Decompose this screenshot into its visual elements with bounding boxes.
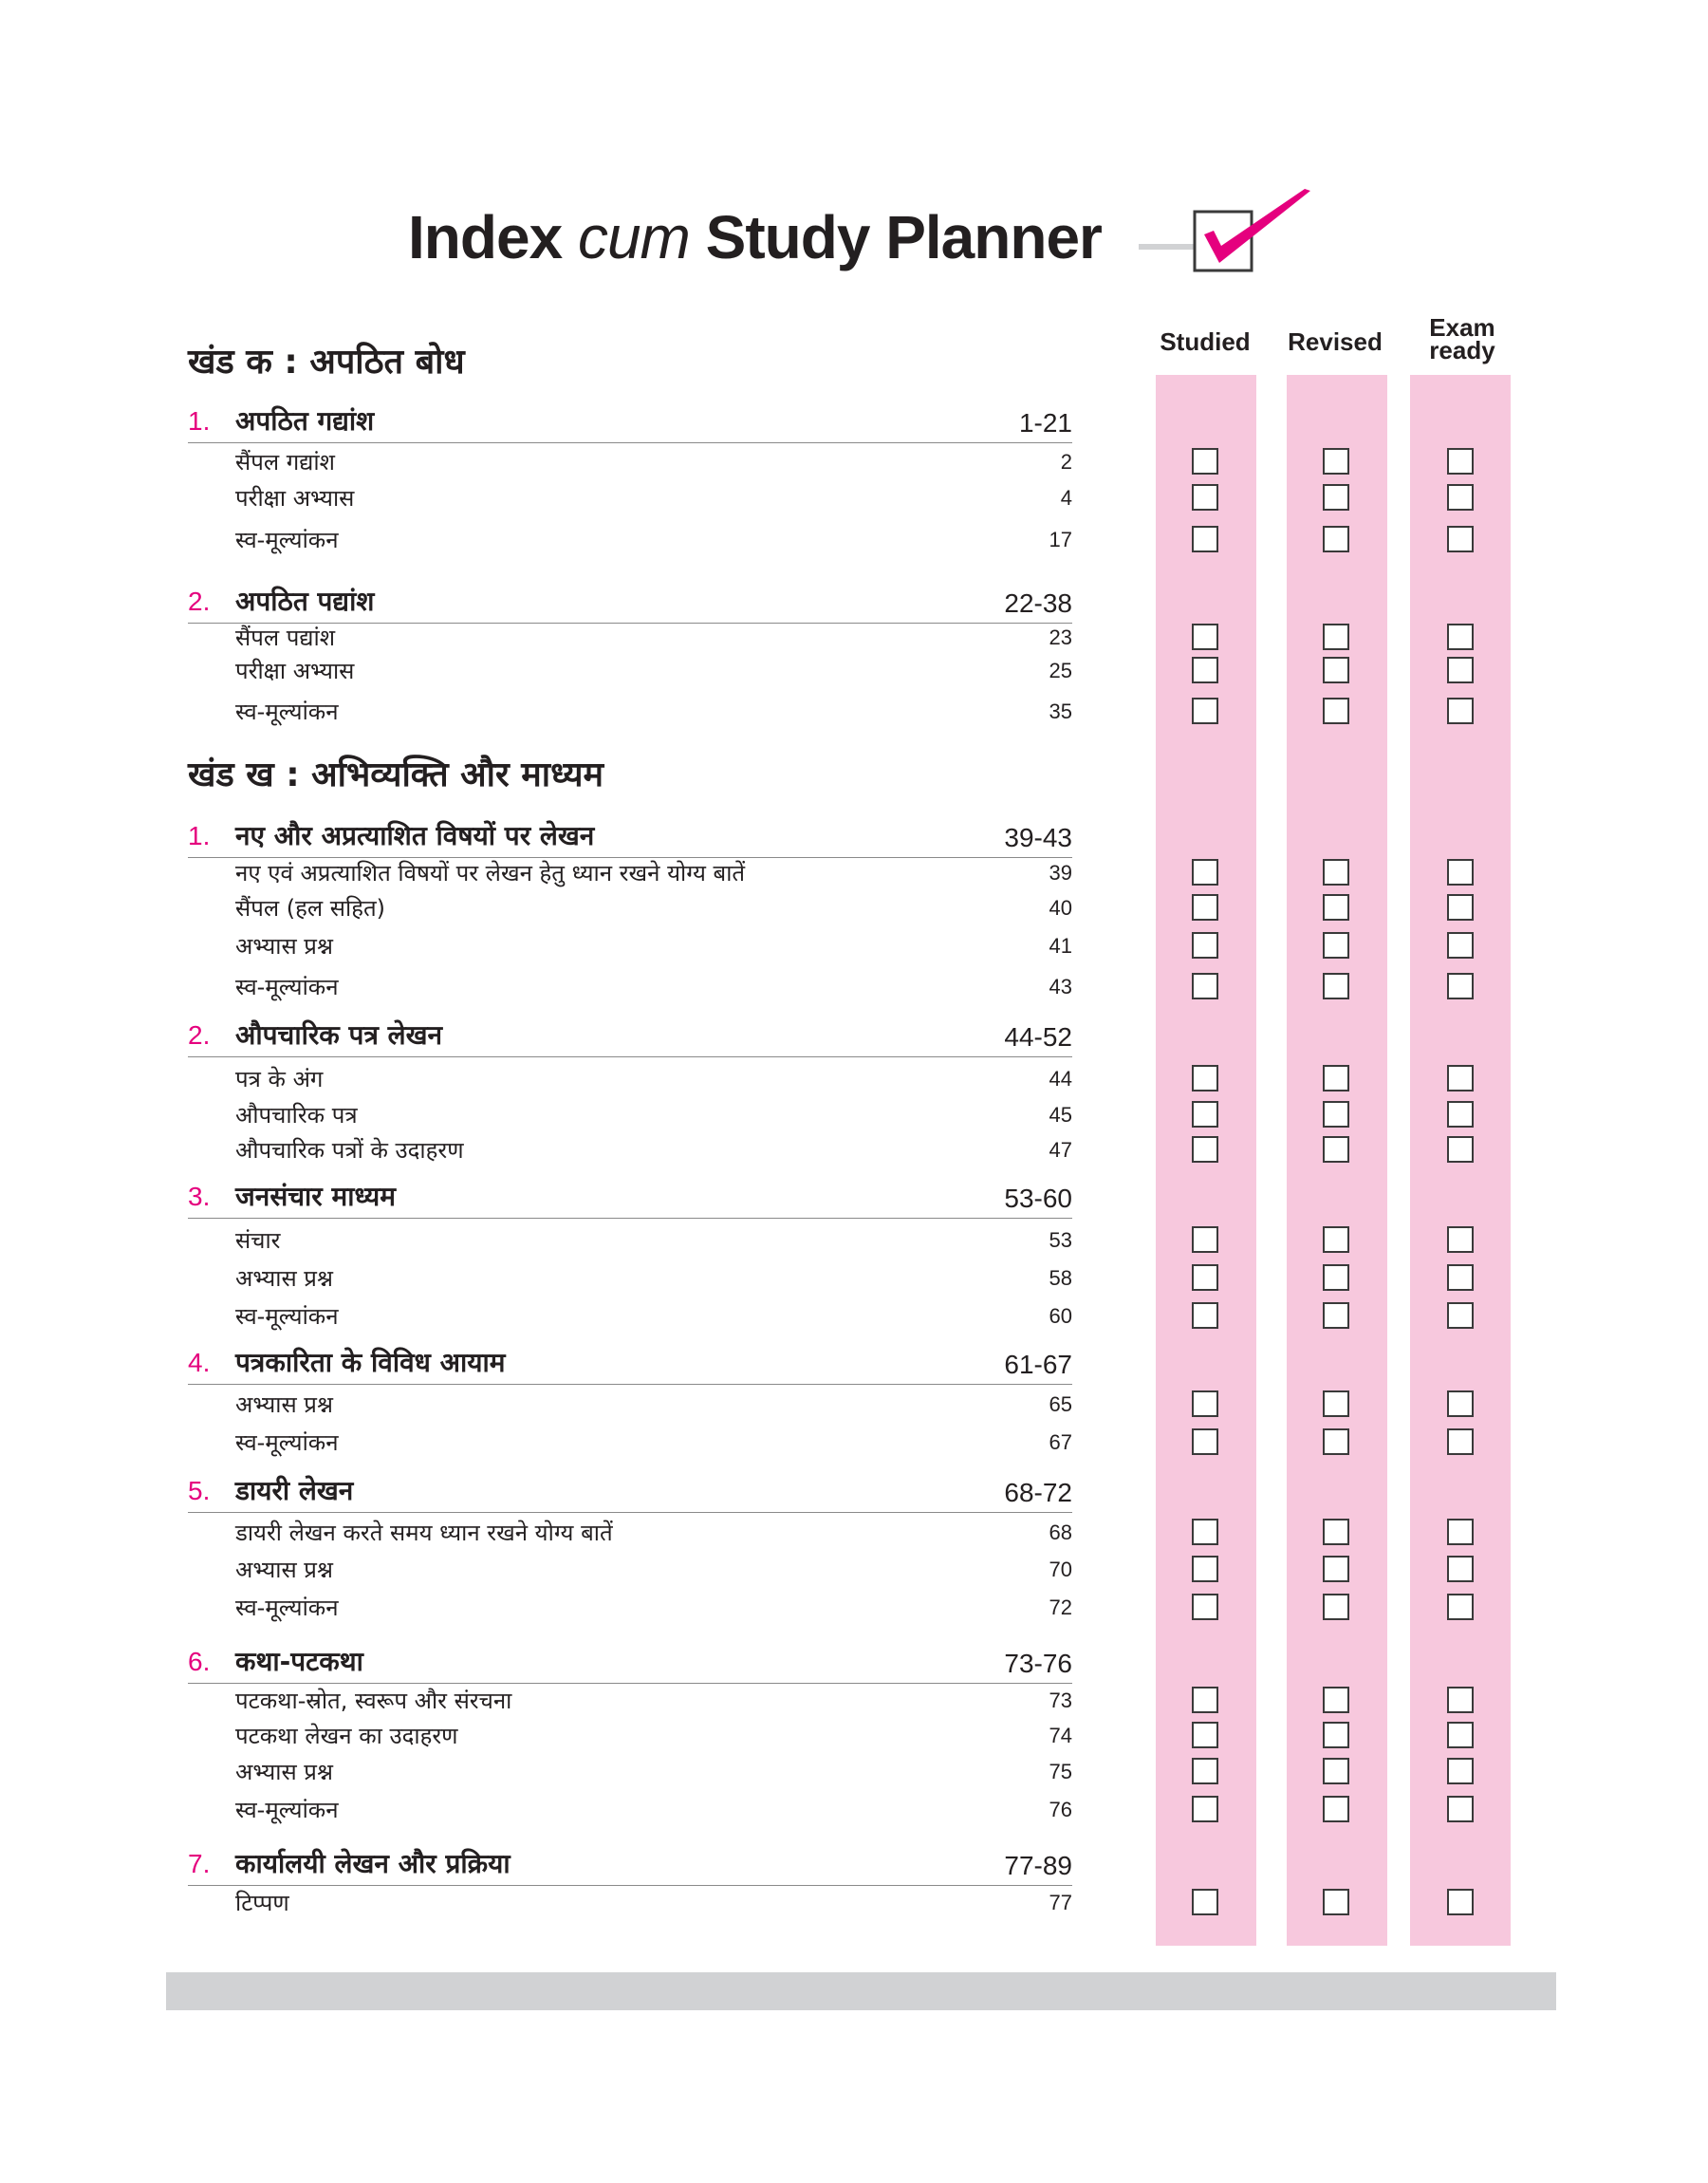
chapter-row (188, 812, 1072, 858)
checkmark-icon (1191, 185, 1314, 280)
checkbox-exam-ready[interactable] (1447, 1065, 1474, 1092)
topic-title: स्व-मूल्यांकन (235, 1797, 339, 1823)
chapter-row (188, 1839, 1072, 1886)
checkbox-revised[interactable] (1323, 1758, 1349, 1784)
chapter-number: 5. (188, 1476, 211, 1505)
topic-title: सैंपल पद्यांश (235, 625, 336, 651)
column-header-exam-ready: Exam ready (1429, 313, 1495, 364)
topic-page-number: 39 (1049, 861, 1072, 885)
checkbox-exam-ready[interactable] (1447, 1722, 1474, 1748)
checkbox-studied[interactable] (1192, 1889, 1218, 1915)
chapter-page-range: 73-76 (1004, 1649, 1072, 1678)
topic-title: पत्र के अंग (235, 1066, 324, 1092)
checkbox-exam-ready[interactable] (1447, 698, 1474, 724)
topic-title: अभ्यास प्रश्न (235, 1265, 333, 1292)
checkbox-exam-ready[interactable] (1447, 448, 1474, 475)
chapter-title: जनसंचार माध्यम (235, 1181, 396, 1212)
topic-row (235, 446, 1072, 478)
topic-page-number: 43 (1049, 975, 1072, 998)
checkbox-revised[interactable] (1323, 1594, 1349, 1620)
topic-title: स्व-मूल्यांकन (235, 1595, 339, 1621)
checkbox-revised[interactable] (1323, 1390, 1349, 1417)
topic-title: संचार (235, 1227, 281, 1254)
topic-row (235, 1887, 1072, 1919)
topic-page-number: 74 (1049, 1724, 1072, 1747)
topic-title: पटकथा-स्रोत, स्वरूप और संरचना (235, 1688, 512, 1714)
checkbox-revised[interactable] (1323, 698, 1349, 724)
topic-title: स्व-मूल्यांकन (235, 974, 339, 1000)
topic-page-number: 25 (1049, 659, 1072, 682)
topic-title: औपचारिक पत्र (235, 1102, 358, 1129)
checkbox-revised[interactable] (1323, 1302, 1349, 1329)
checkbox-studied[interactable] (1192, 1226, 1218, 1253)
checkbox-studied[interactable] (1192, 1556, 1218, 1582)
topic-title: अभ्यास प्रश्न (235, 1759, 333, 1785)
topic-title: स्व-मूल्यांकन (235, 1303, 339, 1330)
topic-page-number: 58 (1049, 1266, 1072, 1290)
chapter-row (188, 1637, 1072, 1684)
topic-title: स्व-मूल्यांकन (235, 527, 339, 553)
chapter-page-range: 22-38 (1004, 588, 1072, 618)
topic-title: डायरी लेखन करते समय ध्यान रखने योग्य बातें (235, 1520, 613, 1546)
topic-page-number: 17 (1049, 528, 1072, 551)
checkbox-revised[interactable] (1323, 484, 1349, 511)
title-part-study-planner: Study Planner (689, 203, 1102, 271)
topic-title: अभ्यास प्रश्न (235, 933, 333, 960)
page-title (408, 190, 1102, 285)
topic-page-number: 65 (1049, 1392, 1072, 1416)
chapter-title: नए और अप्रत्याशित विषयों पर लेखन (235, 820, 595, 851)
topic-row (235, 1554, 1072, 1586)
topic-page-number: 75 (1049, 1760, 1072, 1783)
checkbox-exam-ready[interactable] (1447, 1428, 1474, 1455)
topic-page-number: 41 (1049, 934, 1072, 958)
topic-page-number: 47 (1049, 1138, 1072, 1162)
checkbox-revised[interactable] (1323, 1226, 1349, 1253)
topic-row (235, 892, 1072, 924)
topic-page-number: 23 (1049, 625, 1072, 649)
topic-title: टिप्पण (235, 1890, 289, 1916)
checkbox-revised[interactable] (1323, 448, 1349, 475)
topic-row (235, 1427, 1072, 1459)
checkbox-studied[interactable] (1192, 698, 1218, 724)
checkbox-exam-ready[interactable] (1447, 624, 1474, 650)
topic-row (235, 1224, 1072, 1257)
checkbox-revised[interactable] (1323, 624, 1349, 650)
topic-page-number: 72 (1049, 1595, 1072, 1619)
topic-title: पटकथा लेखन का उदाहरण (235, 1723, 458, 1749)
topic-page-number: 40 (1049, 896, 1072, 920)
topic-row (235, 622, 1072, 654)
chapter-row (188, 1172, 1072, 1219)
checkbox-revised[interactable] (1323, 1428, 1349, 1455)
checkbox-revised[interactable] (1323, 1556, 1349, 1582)
checkbox-revised[interactable] (1323, 1065, 1349, 1092)
topic-title: नए एवं अप्रत्याशित विषयों पर लेखन हेतु ध्यान रखने योग्य बातें (235, 860, 746, 886)
topic-row (235, 1685, 1072, 1717)
topic-row (235, 1300, 1072, 1333)
topic-row (235, 1720, 1072, 1752)
checkbox-revised[interactable] (1323, 1264, 1349, 1291)
chapter-number: 4. (188, 1348, 211, 1377)
checkbox-exam-ready[interactable] (1447, 484, 1474, 511)
topic-title: औपचारिक पत्रों के उदाहरण (235, 1137, 464, 1164)
topic-row (235, 1756, 1072, 1788)
chapter-number: 3. (188, 1182, 211, 1211)
section-heading: खंड ख : अभिव्यक्ति और माध्यम (188, 756, 604, 794)
page-title-text (408, 202, 1102, 272)
checkbox-studied[interactable] (1192, 1264, 1218, 1291)
checkbox-exam-ready[interactable] (1447, 1556, 1474, 1582)
topic-row (235, 971, 1072, 1003)
topic-row (235, 1063, 1072, 1095)
checkbox-studied[interactable] (1192, 526, 1218, 552)
checkbox-exam-ready[interactable] (1447, 1758, 1474, 1784)
chapter-page-range: 1-21 (1018, 408, 1072, 438)
checkbox-exam-ready[interactable] (1447, 1519, 1474, 1545)
topic-page-number: 77 (1049, 1891, 1072, 1914)
topic-page-number: 35 (1049, 700, 1072, 723)
checkbox-revised[interactable] (1323, 973, 1349, 999)
topic-row (235, 524, 1072, 556)
checkbox-exam-ready[interactable] (1447, 657, 1474, 683)
topic-row (235, 857, 1072, 889)
topic-page-number: 45 (1049, 1103, 1072, 1127)
checkbox-studied[interactable] (1192, 894, 1218, 921)
checkbox-exam-ready[interactable] (1447, 1889, 1474, 1915)
title-part-index: Index (408, 203, 578, 271)
topic-title: सैंपल (हल सहित) (235, 895, 385, 922)
checkbox-exam-ready[interactable] (1447, 1594, 1474, 1620)
checkbox-studied[interactable] (1192, 1758, 1218, 1784)
footer-bar (166, 1972, 1556, 2010)
title-part-cum: cum (577, 203, 690, 271)
checkbox-studied[interactable] (1192, 859, 1218, 886)
chapter-page-range: 39-43 (1004, 823, 1072, 852)
checkbox-studied[interactable] (1192, 1136, 1218, 1163)
checkbox-exam-ready[interactable] (1447, 1390, 1474, 1417)
topic-title: परीक्षा अभ्यास (235, 658, 355, 684)
chapter-page-range: 77-89 (1004, 1851, 1072, 1880)
chapter-title: अपठित पद्यांश (235, 586, 375, 617)
checkbox-studied[interactable] (1192, 932, 1218, 959)
topic-title: परीक्षा अभ्यास (235, 485, 355, 512)
chapter-page-range: 61-67 (1004, 1350, 1072, 1379)
topic-title: स्व-मूल्यांकन (235, 1429, 339, 1456)
topic-row (235, 1517, 1072, 1549)
checkbox-exam-ready[interactable] (1447, 1796, 1474, 1822)
chapter-title: औपचारिक पत्र लेखन (235, 1019, 443, 1051)
topic-page-number: 76 (1049, 1798, 1072, 1821)
topic-title: स्व-मूल्यांकन (235, 699, 339, 725)
checkbox-studied[interactable] (1192, 1687, 1218, 1713)
checkbox-exam-ready[interactable] (1447, 1687, 1474, 1713)
chapter-row (188, 1011, 1072, 1057)
checkbox-exam-ready[interactable] (1447, 894, 1474, 921)
column-header-studied: Studied (1160, 327, 1251, 356)
checkbox-revised[interactable] (1323, 1519, 1349, 1545)
chapter-page-range: 53-60 (1004, 1184, 1072, 1213)
checkbox-revised[interactable] (1323, 1722, 1349, 1748)
checkbox-revised[interactable] (1323, 1101, 1349, 1128)
checkbox-studied[interactable] (1192, 448, 1218, 475)
checkbox-exam-ready[interactable] (1447, 1302, 1474, 1329)
chapter-number: 7. (188, 1849, 211, 1878)
checkbox-studied[interactable] (1192, 973, 1218, 999)
checkbox-exam-ready[interactable] (1447, 973, 1474, 999)
topic-row (235, 1592, 1072, 1624)
topic-row (235, 482, 1072, 514)
section-heading: खंड क : अपठित बोध (188, 343, 465, 382)
topic-page-number: 2 (1060, 450, 1072, 474)
checkbox-exam-ready[interactable] (1447, 526, 1474, 552)
checkbox-exam-ready[interactable] (1447, 1101, 1474, 1128)
checkbox-studied[interactable] (1192, 1302, 1218, 1329)
topic-page-number: 4 (1060, 486, 1072, 510)
topic-row (235, 930, 1072, 962)
checkbox-exam-ready[interactable] (1447, 932, 1474, 959)
topic-page-number: 60 (1049, 1304, 1072, 1328)
topic-row (235, 1389, 1072, 1421)
topic-page-number: 67 (1049, 1430, 1072, 1454)
topic-row (235, 1794, 1072, 1826)
chapter-number: 1. (188, 821, 211, 850)
checkbox-revised[interactable] (1323, 526, 1349, 552)
topic-page-number: 73 (1049, 1689, 1072, 1712)
checkbox-revised[interactable] (1323, 932, 1349, 959)
topic-page-number: 44 (1049, 1067, 1072, 1091)
checkbox-studied[interactable] (1192, 1101, 1218, 1128)
chapter-row (188, 577, 1072, 624)
title-rule (1139, 244, 1196, 250)
topic-title: अभ्यास प्रश्न (235, 1391, 333, 1418)
checkbox-revised[interactable] (1323, 1136, 1349, 1163)
chapter-number: 2. (188, 1020, 211, 1050)
checkbox-studied[interactable] (1192, 657, 1218, 683)
checkbox-studied[interactable] (1192, 1796, 1218, 1822)
chapter-row (188, 1338, 1072, 1385)
chapter-title: पत्रकारिता के विविध आयाम (235, 1347, 506, 1378)
chapter-page-range: 68-72 (1004, 1478, 1072, 1507)
chapter-number: 1. (188, 406, 211, 436)
topic-title: अभ्यास प्रश्न (235, 1557, 333, 1583)
chapter-title: कार्यालयी लेखन और प्रक्रिया (235, 1848, 511, 1879)
checkbox-revised[interactable] (1323, 1796, 1349, 1822)
topic-title: सैंपल गद्यांश (235, 449, 335, 476)
checkbox-exam-ready[interactable] (1447, 859, 1474, 886)
chapter-page-range: 44-52 (1004, 1022, 1072, 1052)
checkbox-studied[interactable] (1192, 1065, 1218, 1092)
checkbox-revised[interactable] (1323, 1687, 1349, 1713)
checkbox-studied[interactable] (1192, 1722, 1218, 1748)
checkbox-studied[interactable] (1192, 624, 1218, 650)
topic-page-number: 68 (1049, 1521, 1072, 1544)
chapter-number: 6. (188, 1647, 211, 1676)
checkbox-studied[interactable] (1192, 1519, 1218, 1545)
checkbox-exam-ready[interactable] (1447, 1226, 1474, 1253)
checkbox-studied[interactable] (1192, 484, 1218, 511)
topic-row (235, 1262, 1072, 1295)
chapter-row (188, 397, 1072, 443)
column-header-revised: Revised (1288, 327, 1383, 356)
checkbox-studied[interactable] (1192, 1594, 1218, 1620)
checkbox-exam-ready[interactable] (1447, 1136, 1474, 1163)
checkbox-revised[interactable] (1323, 859, 1349, 886)
checkbox-revised[interactable] (1323, 894, 1349, 921)
topic-row (235, 655, 1072, 687)
topic-row (235, 1134, 1072, 1166)
checkbox-exam-ready[interactable] (1447, 1264, 1474, 1291)
topic-page-number: 70 (1049, 1558, 1072, 1581)
topic-row (235, 1099, 1072, 1131)
chapter-row (188, 1466, 1072, 1513)
topic-page-number: 53 (1049, 1228, 1072, 1252)
checkbox-studied[interactable] (1192, 1428, 1218, 1455)
checkbox-studied[interactable] (1192, 1390, 1218, 1417)
topic-row (235, 696, 1072, 728)
chapter-title: कथा-पटकथा (235, 1646, 363, 1677)
checkbox-revised[interactable] (1323, 1889, 1349, 1915)
chapter-title: डायरी लेखन (235, 1475, 354, 1506)
chapter-title: अपठित गद्यांश (235, 405, 375, 437)
checkbox-revised[interactable] (1323, 657, 1349, 683)
chapter-number: 2. (188, 587, 211, 616)
